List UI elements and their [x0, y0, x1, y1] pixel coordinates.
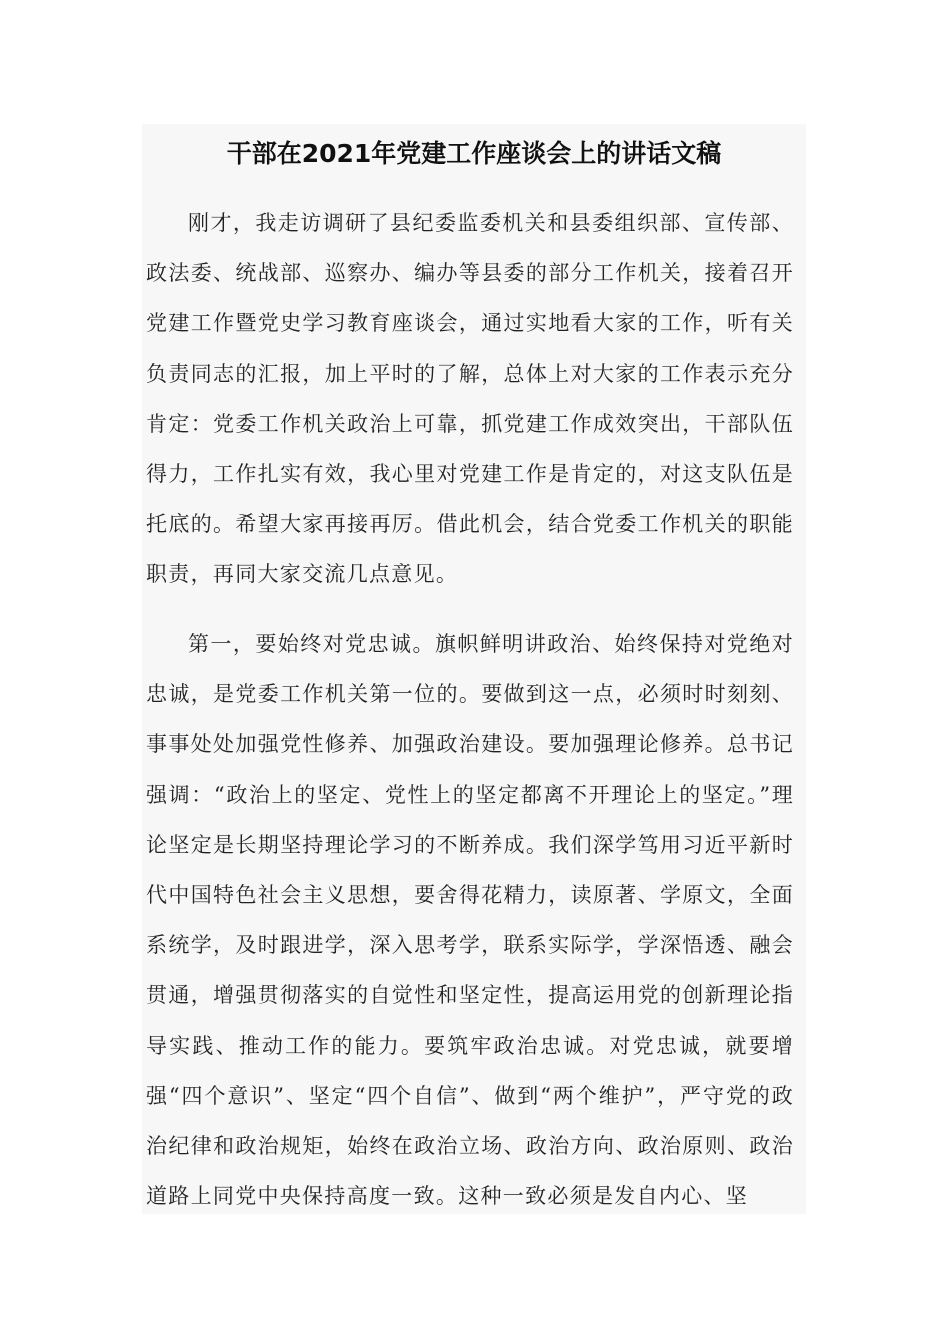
- document-title: 干部在2021年党建工作座谈会上的讲话文稿: [226, 139, 722, 168]
- paragraph-first-point: 第一，要始终对党忠诚。旗帜鲜明讲政治、始终保持对党绝对忠诚，是党委工作机关第一位的。要做到这一点，必须时时刻刻、事事处处加强党性修养、加强政治建设。要加强理论修养。总书记强调：“政治上的坚定、党性上的坚定都离不开理论上的坚定。”理论坚定是长期坚持理论学习的不断养成。我们深学笃用习近平新时代中国特色社会主义思想，要舍得花精力，读原著、学原文，全面系统学，及时跟进学，深入思考学，联系实际学，学深悟透、融会贯通，增强贯彻落实的自觉性和坚定性，提高运用党的创新理论指导实践、推动工作的能力。要筑牢政治忠诚。对党忠诚，就要增强“四个意识”、坚定“四个自信”、做到“两个维护”，严守党的政治纪律和政治规矩，始终在政治立场、政治方向、政治原则、政治道路上同党中央保持高度一致。这种一致必须是发自内心、坚: [146, 632, 794, 1209]
- paragraph-intro: 刚才，我走访调研了县纪委监委机关和县委组织部、宣传部、政法委、统战部、巡察办、编办等县委的部分工作机关，接着召开党建工作暨党史学习教育座谈会，通过实地看大家的工作，听有关负责同志的汇报，加上平时的了解，总体上对大家的工作表示充分肯定：党委工作机关政治上可靠，抓党建工作成效突出，干部队伍得力，工作扎实有效，我心里对党建工作是肯定的，对这支队伍是托底的。希望大家再接再厉。借此机会，结合党委工作机关的职能职责，再同大家交流几点意见。: [146, 211, 794, 587]
